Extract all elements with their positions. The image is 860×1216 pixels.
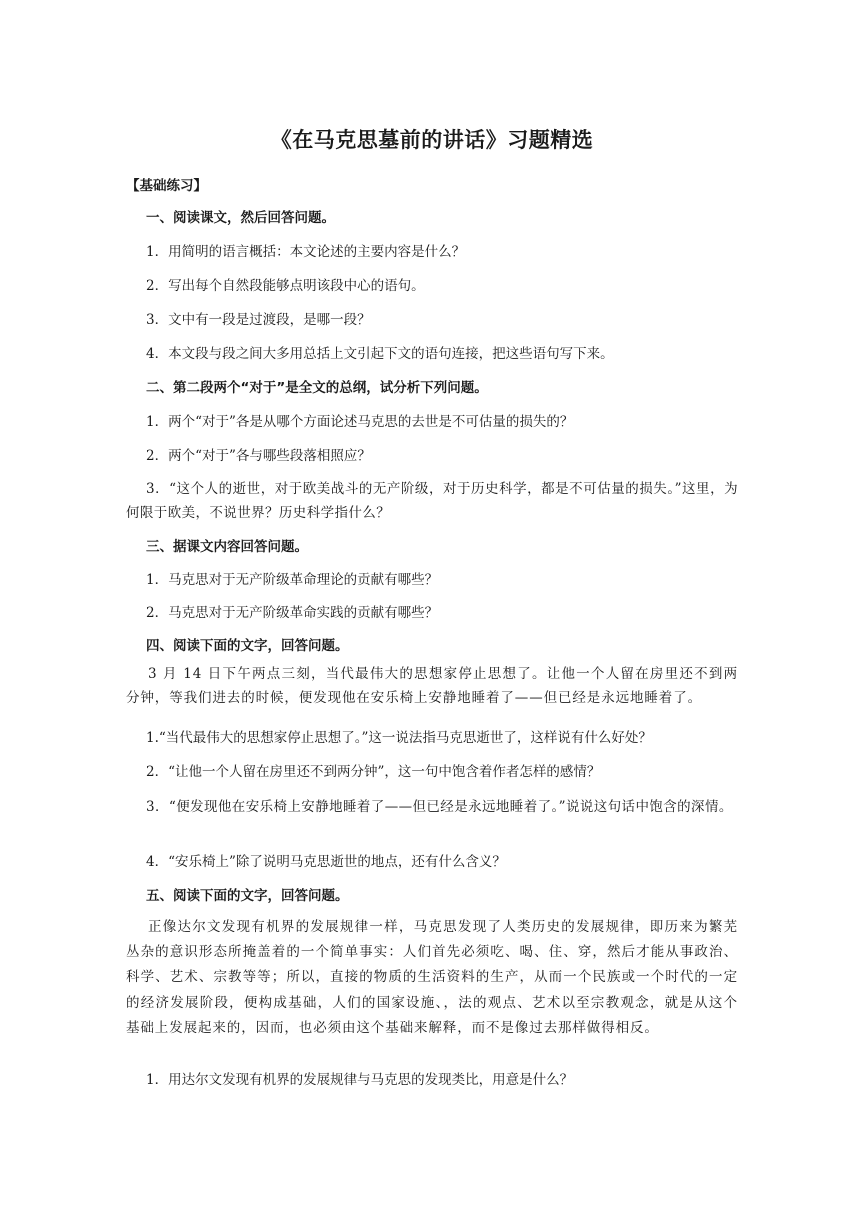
part5-passage: 正像达尔文发现有机界的发展规律一样，马克思发现了人类历史的发展规律，即历来为繁芜丛杂的意识形态所掩盖着的一个简单事实：人们首先必须吃、喝、住、穿，然后才能从事政治、科学、艺术、宗教等等；所以，直接的物质的生活资料的生产，从而一个民族或一个时代的一定的经济发展阶段，便构成基础，人们的国家设施、，法的观点、艺术以至宗教观念，就是从这个基础上发展起来的，因而，也必须由这个基础来解释，而不是像过去那样做得相反。 [126,919,738,1036]
part2-question-1: 1．两个“对于”各是从哪个方面论述马克思的去世是不可估量的损失的？ [146,414,574,430]
part5-heading: 五、阅读下面的文字，回答问题。 [146,888,349,904]
part4-passage: 3 月 14 日下午两点三刻，当代最伟大的思想家停止思想了。让他一个人留在房里还不到两分钟，等我们进去的时候，便发现他在安乐椅上安静地睡着了——但已经是永远地睡着了。 [126,666,738,706]
part3-question-2: 2．马克思对于无产阶级革命实践的贡献有哪些？ [146,605,439,621]
part2-heading: 二、第二段两个“对于”是全文的总纲，试分析下列问题。 [146,380,488,396]
part4-question-3: 3．“便发现他在安乐椅上安静地睡着了——但已经是永远地睡着了。”说说这句话中饱含的深情。 [146,799,733,815]
part1-question-4: 4．本文段与段之间大多用总括上文引起下文的语句连接，把这些语句写下来。 [146,346,614,362]
section-header: 【基础练习】 [126,178,207,194]
page-title: 《在马克思墓前的讲话》习题精选 [270,128,594,152]
part4-question-1: 1.“当代最伟大的思想家停止思想了。”这一说法指马克思逝世了，这样说有什么好处？ [146,730,652,746]
part3-question-1: 1．马克思对于无产阶级革命理论的贡献有哪些？ [146,572,439,588]
part4-heading: 四、阅读下面的文字，回答问题。 [146,638,349,654]
part1-question-2: 2．写出每个自然段能够点明该段中心的语句。 [146,278,425,294]
part5-question-1: 1．用达尔文发现有机界的发展规律与马克思的发现类比，用意是什么？ [146,1072,574,1088]
part4-question-2: 2．“让他一个人留在房里还不到两分钟”，这一句中饱含着作者怎样的感情？ [146,764,601,780]
part2-question-3: 3．“这个人的逝世，对于欧美战斗的无产阶级，对于历史科学，都是不可估量的损失。”这里，为何限于欧美，不说世界？历史科学指什么？ [126,481,738,521]
part3-heading: 三、据课文内容回答问题。 [146,539,308,555]
part1-question-3: 3．文中有一段是过渡段，是哪一段？ [146,312,371,328]
part1-question-1: 1．用简明的语言概括：本文论述的主要内容是什么？ [146,244,466,260]
part4-question-4: 4．“安乐椅上”除了说明马克思逝世的地点，还有什么含义？ [146,854,506,870]
part2-question-2: 2．两个“对于”各与哪些段落相照应？ [146,448,371,464]
part1-heading: 一、阅读课文，然后回答问题。 [146,210,335,226]
